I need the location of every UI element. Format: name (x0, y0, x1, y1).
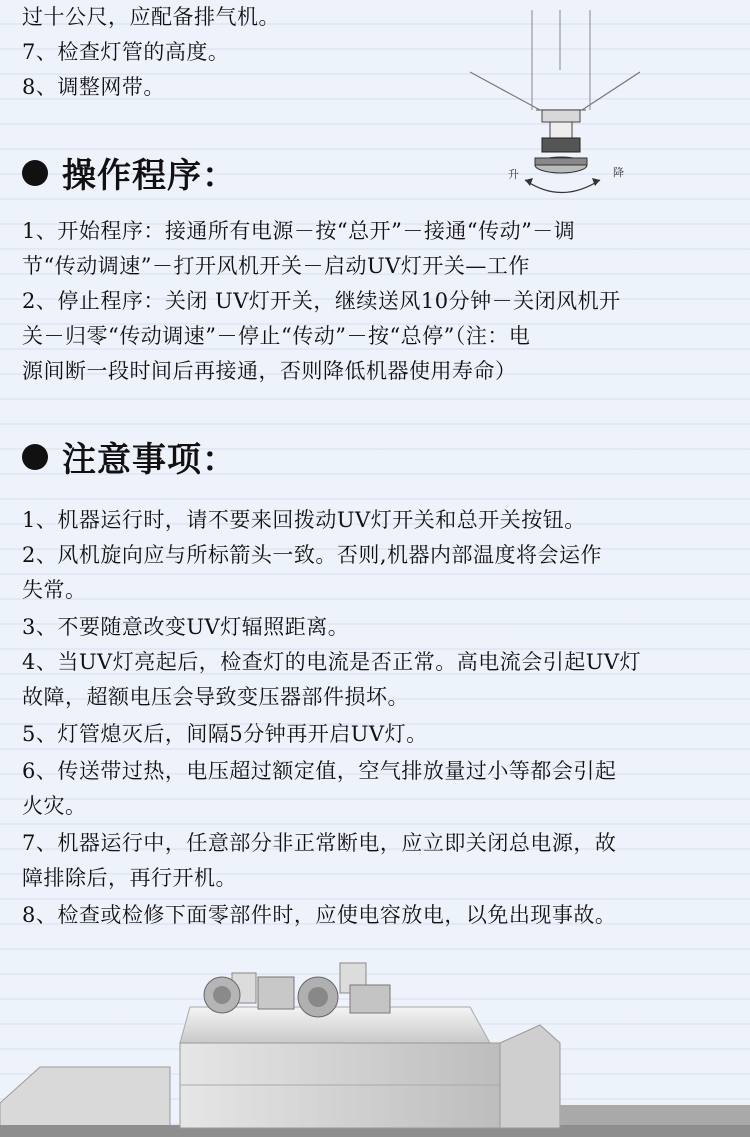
precaution-line-10: 7、机器运行中，任意部分非正常断电，应立即关闭总电源，故 (22, 831, 617, 855)
precaution-line-3: 失常。 (22, 578, 87, 602)
operation-line-4: 关－归零“传动调速”－停止“传动”－按“总停”（注：电 (22, 324, 531, 348)
operation-heading (22, 148, 237, 197)
precautions-heading (22, 432, 237, 481)
precaution-line-6: 故障，超额电压会导致变压器部件损坏。 (22, 685, 409, 709)
precaution-line-11: 障排除后，再行开机。 (22, 866, 237, 890)
precaution-line-4: 3、不要随意改变UV灯辐照距离。 (22, 615, 350, 639)
uv-curing-machine-image (0, 955, 750, 1137)
precautions-title: 注意事项： (62, 440, 237, 480)
operation-title: 操作程序： (62, 156, 237, 196)
bullet-icon (22, 160, 48, 186)
operation-line-3: 2、停止程序：关闭 UV灯开关，继续送风10分钟－关闭风机开 (22, 289, 621, 313)
precaution-line-5: 4、当UV灯亮起后，检查灯的电流是否正常。高电流会引起UV灯 (22, 650, 642, 674)
precaution-line-8: 6、传送带过热，电压超过额定值，空气排放量过小等都会引起 (22, 759, 617, 783)
precaution-line-1: 1、机器运行时，请不要来回拨动UV灯开关和总开关按钮。 (22, 508, 586, 532)
operation-line-1: 1、开始程序：接通所有电源－按“总开”－接通“传动”－调 (22, 219, 576, 243)
intro-line-2: 7、检查灯管的高度。 (22, 40, 230, 64)
operation-line-2: 节“传动调速”－打开风机开关－启动UV灯开关—工作 (22, 254, 530, 278)
bullet-icon (22, 444, 48, 470)
precaution-line-12: 8、检查或检修下面零部件时，应使电容放电，以免出现事故。 (22, 903, 617, 927)
intro-line-1: 过十公尺，应配备排气机。 (22, 5, 280, 29)
down-label: 降 (613, 166, 624, 179)
precaution-line-2: 2、风机旋向应与所标箭头一致。否则,机器内部温度将会运作 (22, 543, 603, 567)
precaution-line-9: 火灾。 (22, 794, 87, 818)
height-adjust-diagram (470, 10, 640, 200)
operation-line-5: 源间断一段时间后再接通，否则降低机器使用寿命） (22, 359, 517, 383)
up-label: 升 (508, 168, 519, 181)
precaution-line-7: 5、灯管熄灭后，间隔5分钟再开启UV灯。 (22, 722, 428, 746)
intro-line-3: 8、调整网带。 (22, 75, 165, 99)
